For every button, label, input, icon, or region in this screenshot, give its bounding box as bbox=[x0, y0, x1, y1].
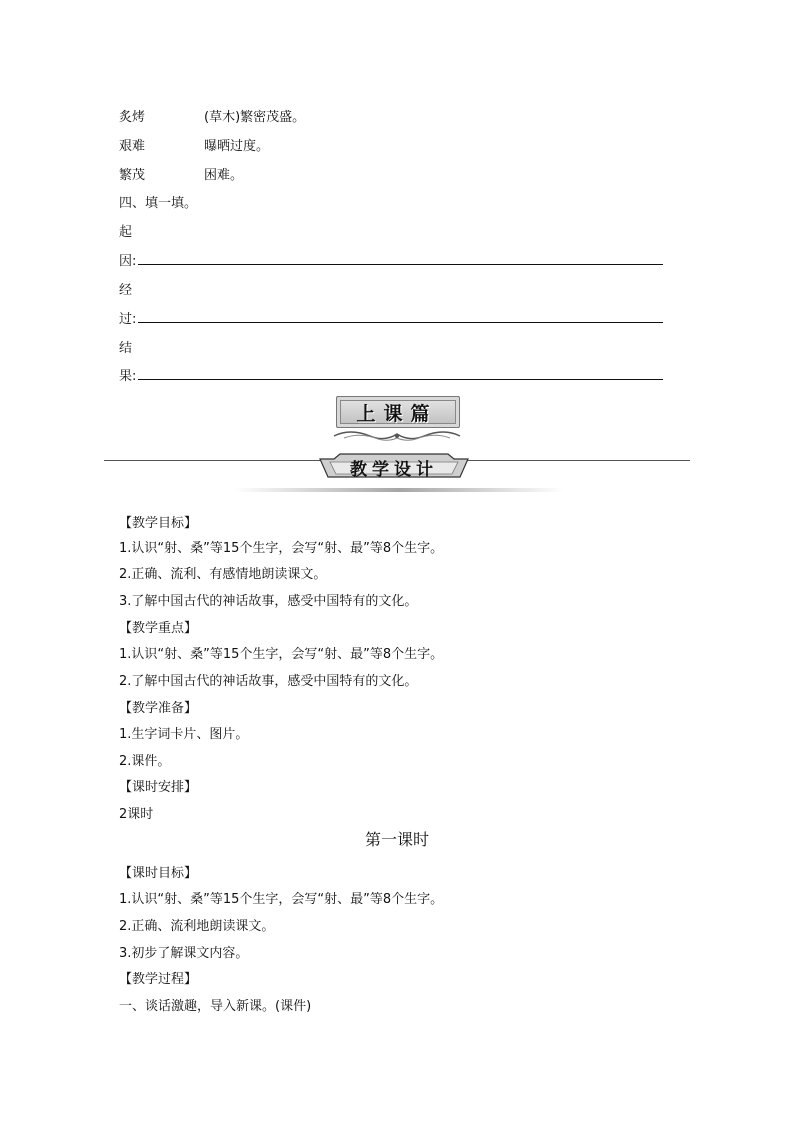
banner-ornament-icon bbox=[330, 428, 464, 444]
process-step-1: 一、谈话激趣，导入新课。(课件) bbox=[119, 999, 312, 1014]
fill-label-top-3: 结 bbox=[119, 341, 133, 356]
section-bar bbox=[104, 453, 690, 497]
focus-heading: 【教学重点】 bbox=[119, 621, 198, 636]
match-right-3: 困难。 bbox=[204, 168, 244, 183]
answer-line-process[interactable] bbox=[138, 322, 663, 323]
match-left-2: 艰难 bbox=[119, 139, 146, 154]
lesson-goals-item-1: 1.认识“射、桑”等15个生字，会写“射、最”等8个生字。 bbox=[119, 892, 444, 907]
fill-label-bottom-2: 过: bbox=[119, 312, 137, 327]
fill-label-top-2: 经 bbox=[119, 283, 133, 298]
lesson-goals-heading: 【课时目标】 bbox=[119, 866, 198, 881]
banner-title: 上课篇 bbox=[356, 403, 438, 425]
fill-label-bottom-3: 果: bbox=[119, 369, 137, 384]
goals-item-1: 1.认识“射、桑”等15个生字，会写“射、最”等8个生字。 bbox=[119, 541, 444, 556]
class-banner bbox=[330, 396, 464, 448]
schedule-value: 2课时 bbox=[119, 807, 154, 822]
prep-heading: 【教学准备】 bbox=[119, 701, 198, 716]
lesson-goals-item-2: 2.正确、流利地朗读课文。 bbox=[119, 919, 275, 934]
goals-item-2: 2.正确、流利、有感情地朗读课文。 bbox=[119, 567, 327, 582]
match-left-1: 炙烤 bbox=[119, 110, 146, 125]
match-left-3: 繁茂 bbox=[119, 168, 146, 183]
lesson-goals-item-3: 3.初步了解课文内容。 bbox=[119, 946, 249, 961]
section-title: 教学设计 bbox=[350, 460, 438, 480]
answer-line-result[interactable] bbox=[138, 379, 663, 380]
lesson-title: 第一课时 bbox=[364, 830, 429, 849]
section-shadow bbox=[234, 488, 564, 492]
goals-heading: 【教学目标】 bbox=[119, 516, 198, 531]
match-right-1: (草木)繁密茂盛。 bbox=[204, 110, 306, 125]
goals-item-3: 3.了解中国古代的神话故事，感受中国特有的文化。 bbox=[119, 594, 418, 609]
match-right-2: 曝晒过度。 bbox=[204, 139, 270, 154]
focus-item-1: 1.认识“射、桑”等15个生字，会写“射、最”等8个生字。 bbox=[119, 647, 444, 662]
focus-item-2: 2.了解中国古代的神话故事，感受中国特有的文化。 bbox=[119, 674, 418, 689]
schedule-heading: 【课时安排】 bbox=[119, 780, 198, 795]
answer-line-cause[interactable] bbox=[138, 264, 663, 265]
fill-label-top-1: 起 bbox=[119, 225, 133, 240]
process-heading: 【教学过程】 bbox=[119, 972, 198, 987]
prep-item-1: 1.生字词卡片、图片。 bbox=[119, 727, 249, 742]
prep-item-2: 2.课件。 bbox=[119, 754, 171, 769]
fill-label-bottom-1: 因: bbox=[119, 254, 137, 269]
fill-heading: 四、填一填。 bbox=[119, 196, 198, 211]
